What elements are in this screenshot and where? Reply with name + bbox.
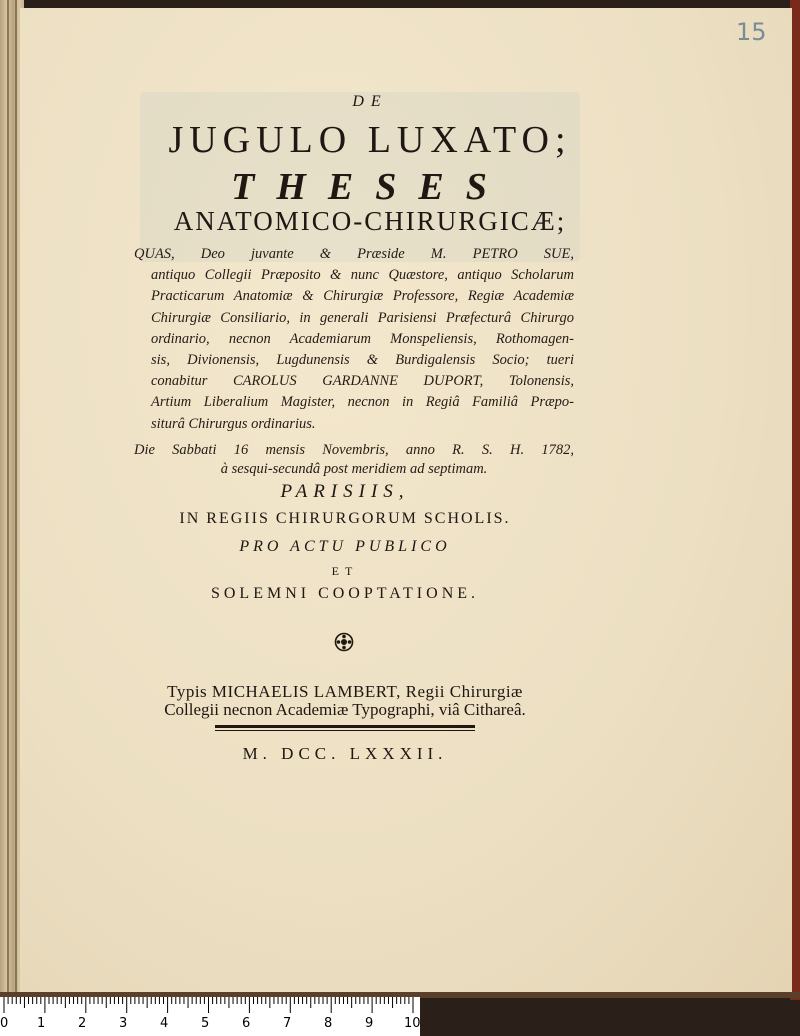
double-rule	[215, 730, 475, 731]
body-line: antiquo Collegii Præposito & nunc Quæstore, antiquo Scholarum	[151, 267, 574, 284]
schools-line: IN REGIIS CHIRURGORUM SCHOLIS.	[179, 510, 511, 527]
ruler-label: 4	[160, 1016, 169, 1031]
ruler-label: 9	[365, 1016, 374, 1031]
printer-line: Typis MICHAELIS LAMBERT, Regii Chirurgiæ	[167, 682, 523, 701]
solemni-line: SOLEMNI COOPTATIONE.	[210, 585, 480, 602]
body-line: ordinario, necnon Academiarum Monspeliensis, Rothomagen-	[151, 330, 574, 347]
scale-ruler	[0, 997, 420, 1036]
ruler-label: 2	[78, 1016, 87, 1031]
place-line: PARISIIS,	[280, 481, 410, 502]
date-paragraph	[134, 441, 574, 479]
body-line: Chirurgiæ Consiliario, in generali Parisiensi Præfecturâ Chirurgo	[151, 309, 574, 326]
date-line: Die Sabbati 16 mensis Novembris, anno R. S. H. 1782,	[134, 442, 574, 458]
ruler-label: 6	[242, 1016, 251, 1031]
spine-line	[15, 0, 17, 1000]
ruler-label: 5	[201, 1016, 210, 1031]
ruler-label: 8	[324, 1016, 333, 1031]
ruler-label: 7	[283, 1016, 292, 1031]
page-number: 15	[736, 18, 767, 46]
ruler-label: 10	[404, 1016, 421, 1031]
et-line: ET	[331, 564, 359, 578]
spine-line	[7, 0, 9, 1000]
date-line: à sesqui-secundâ post meridiem ad septimam.	[220, 461, 488, 477]
ruler-ticks	[0, 997, 420, 1015]
ruler-label: 3	[119, 1016, 128, 1031]
ruler-label: 0	[0, 1016, 9, 1031]
fleuron-icon	[334, 632, 354, 652]
body-line: sis, Divionensis, Lugdunensis & Burdigalensis Socio; tueri	[151, 352, 574, 369]
double-rule	[215, 725, 475, 728]
imprint-year: M. DCC. LXXXII.	[242, 744, 448, 763]
body-line: siturâ Chirurgus ordinarius.	[151, 415, 316, 432]
body-line: QUAS, Deo juvante & Præside M. PETRO SUE,	[134, 246, 574, 262]
body-line: conabitur CAROLUS GARDANNE DUPORT, Tolonensis,	[151, 373, 574, 390]
title-subtitle: ANATOMICO-CHIRURGICÆ;	[173, 206, 567, 236]
ruler-label: 1	[37, 1016, 46, 1031]
printer-line: Collegii necnon Academiæ Typographi, viâ Cithareâ.	[164, 700, 526, 719]
title-main: JUGULO LUXATO;	[168, 119, 572, 161]
body-line: Practicarum Anatomiæ & Chirurgiæ Professore, Regiæ Academiæ	[151, 288, 574, 305]
body-line: Artium Liberalium Magister, necnon in Regiâ Familiâ Præpo-	[151, 394, 574, 411]
title-theses: THESES	[231, 166, 509, 208]
dedication-paragraph	[134, 244, 574, 435]
pro-actu-line: PRO ACTU PUBLICO	[239, 538, 451, 555]
title-de: DE	[352, 93, 388, 110]
